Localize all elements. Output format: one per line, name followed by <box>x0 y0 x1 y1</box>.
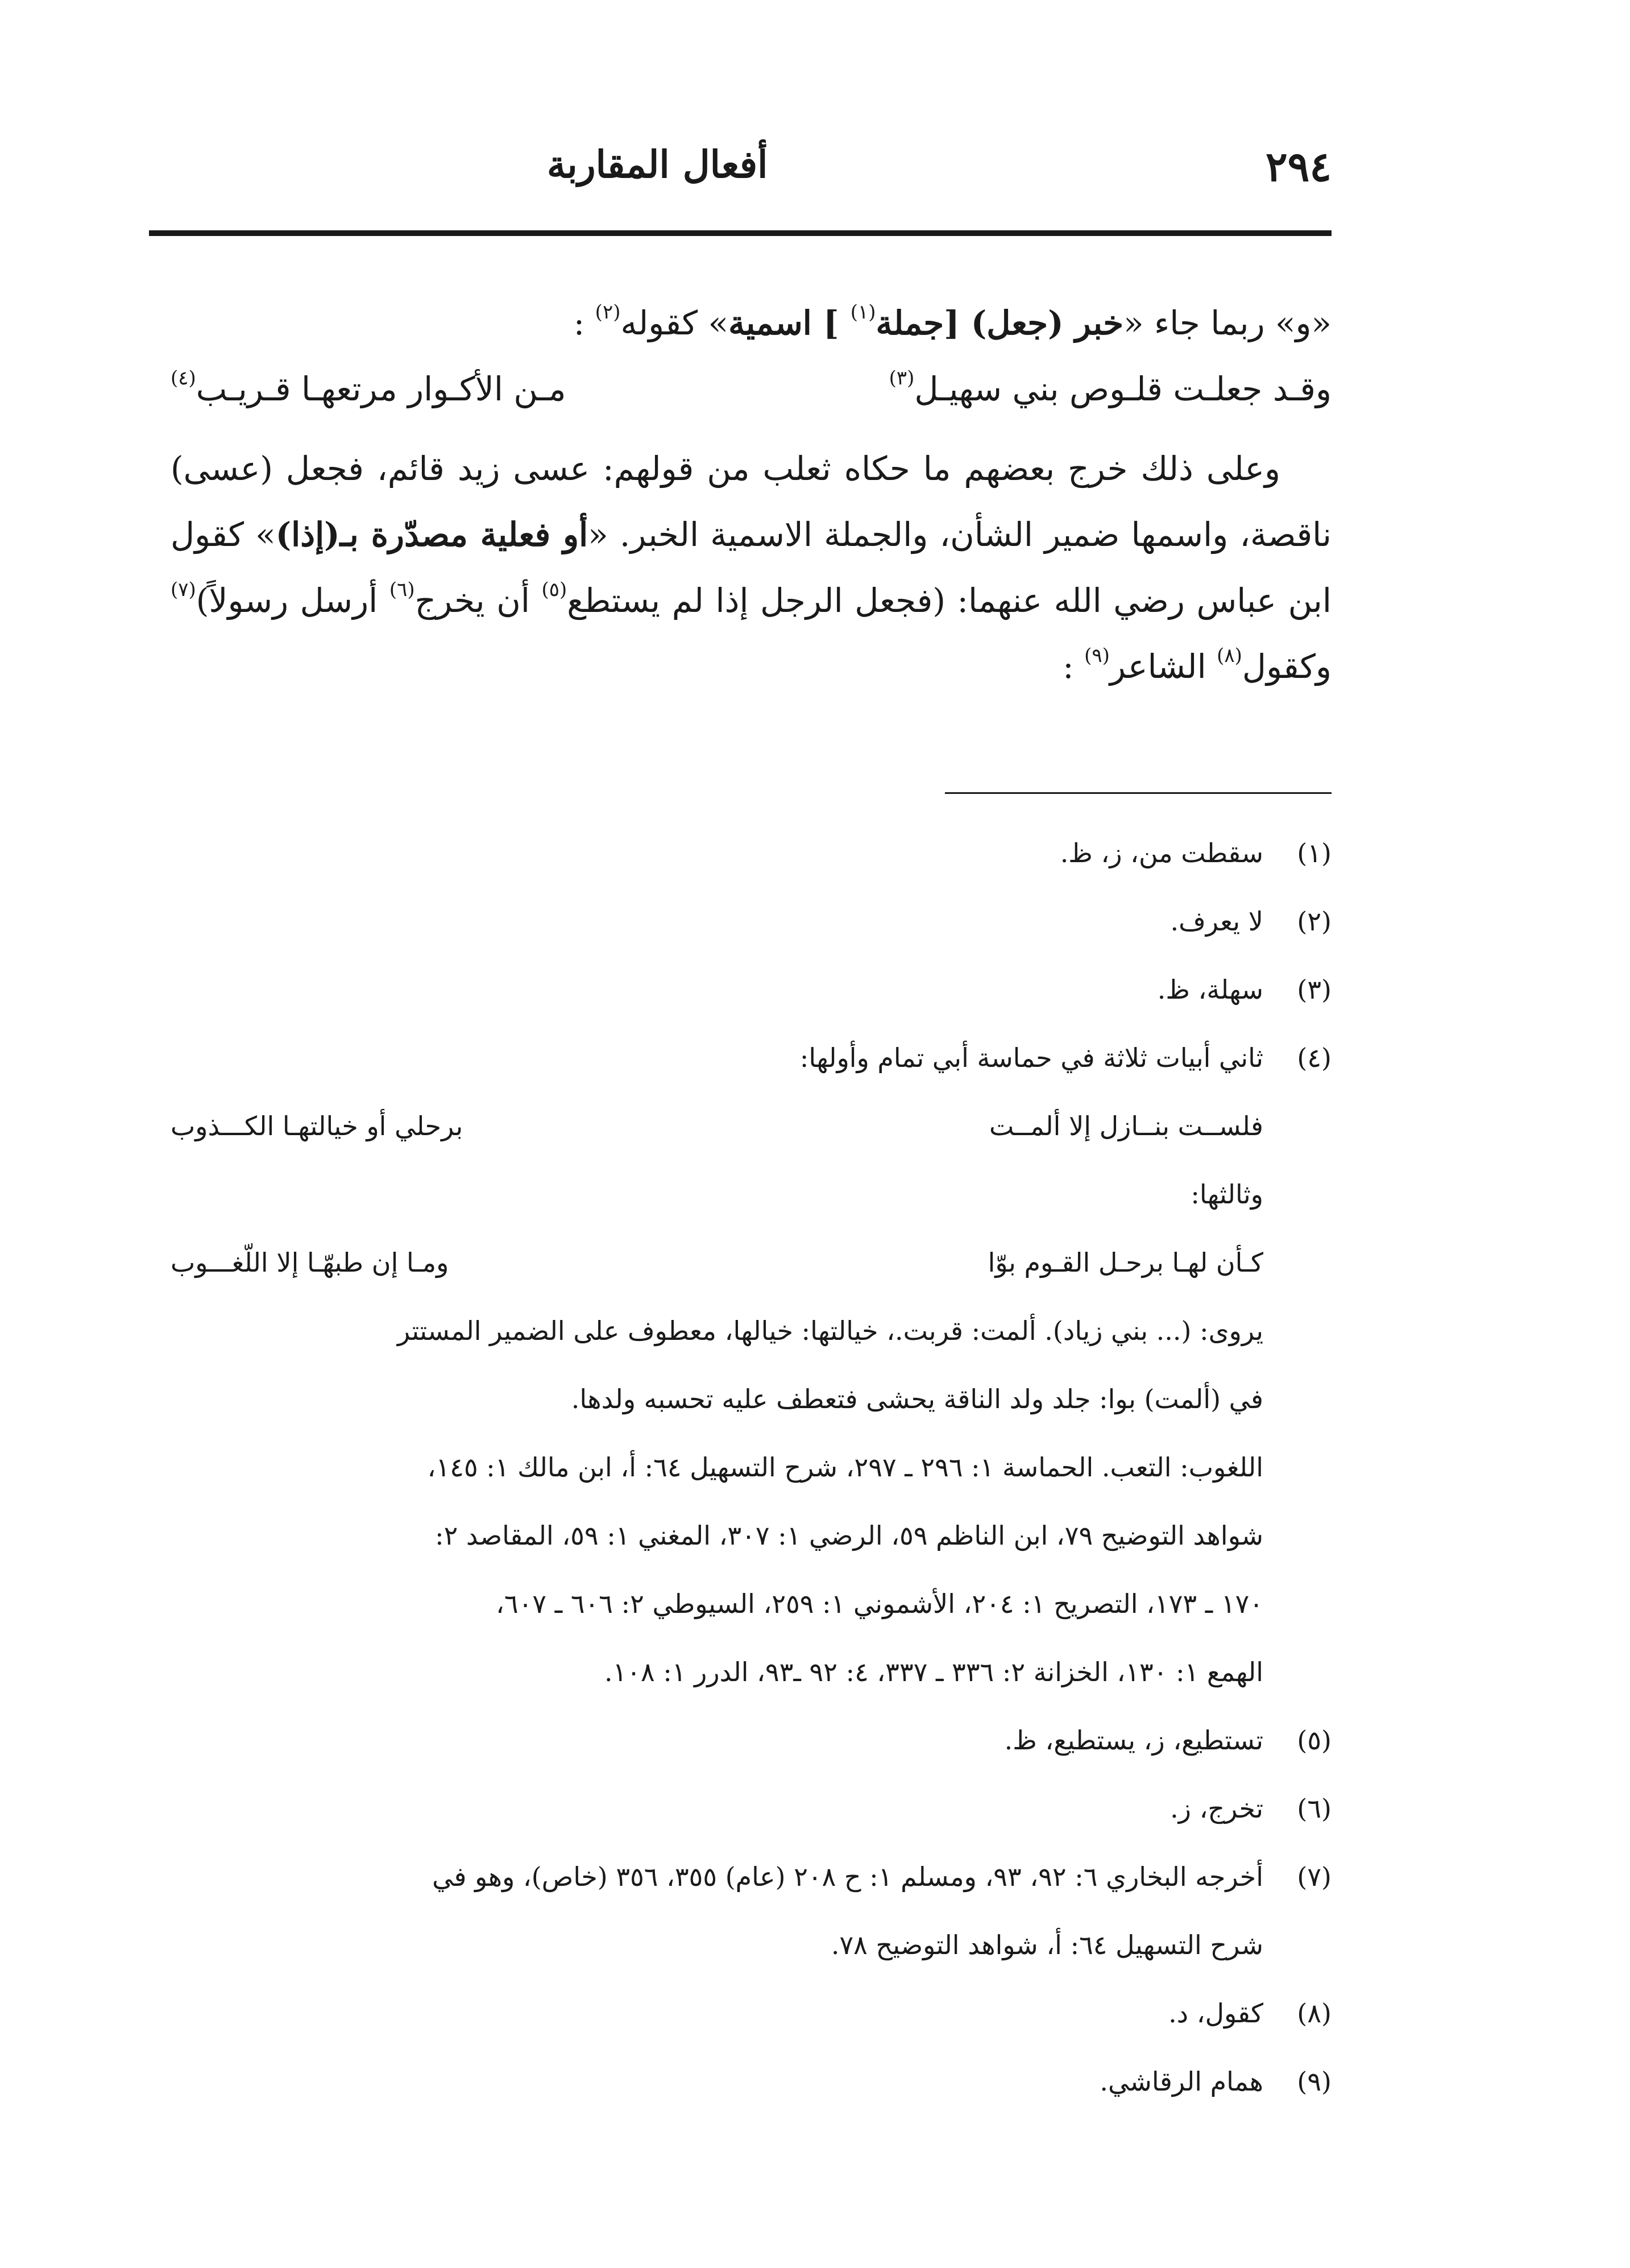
verse-1-a-text: وقـد جعلـت قلـوص بني سهيـل <box>914 370 1332 408</box>
verse-hemistich: كـأن لهـا برحـل القـوم بوّا <box>988 1247 1263 1278</box>
footnote-number: (٩) <box>1297 2066 1332 2097</box>
footnote-ref-5: (٥) <box>541 578 567 601</box>
verse-1 <box>171 356 1332 422</box>
page-header <box>149 131 1332 205</box>
footnote-number: (٣) <box>1297 974 1332 1005</box>
verse-1-first-hemistich <box>889 356 1332 422</box>
para2-text-e: وكقول <box>1242 647 1332 686</box>
footnote-text: تخرج، ز. <box>1170 1793 1263 1824</box>
para1-text-b: » كقوله <box>620 304 729 342</box>
footnote-text: ثاني أبيات ثلاثة في حماسة أبي تمام وأولها: <box>799 1042 1263 1073</box>
footnote-text: لا يعرف. <box>1170 906 1263 937</box>
footnote-ref-1: (١) <box>850 301 876 324</box>
footnote-number: (٨) <box>1297 1998 1332 2029</box>
footnote-4 <box>171 1024 1332 1706</box>
footnote-6 <box>171 1774 1332 1843</box>
footnote-ref-6: (٦) <box>389 578 415 601</box>
para2-text-c: أن يخرج <box>414 581 542 620</box>
footnote-ref-9: (٩) <box>1084 644 1110 667</box>
footnote-4-verse-2 <box>171 1228 1332 1297</box>
main-text <box>171 290 1332 700</box>
footnote-text: كقول، د. <box>1168 1998 1263 2029</box>
verse-hemistich: برحلي أو خيالتهـا الكـــذوب <box>171 1111 463 1141</box>
verse-1-b-text: مـن الأكـوار مرتعهـا قـريـب <box>196 370 566 408</box>
para1-text-a: «و» ربما جاء « <box>1123 304 1332 342</box>
footnote-4-line: في (ألمت) بوا: جلد ولد الناقة يحشى فتعطف عليه تحسبه ولدها. <box>571 1384 1263 1414</box>
para1-text-c: : <box>573 304 595 342</box>
para2-bold: أو فعلية مصدّرة بـ(إذا) <box>275 515 588 554</box>
footnote-3 <box>171 955 1332 1024</box>
paragraph-1 <box>171 290 1332 356</box>
footnote-number: (٧) <box>1297 1861 1332 1892</box>
footnote-5 <box>171 1706 1332 1774</box>
footnote-4-line: شواهد التوضيح ٧٩، ابن الناظم ٥٩، الرضي ١: ٣٠٧، المغني ١: ٥٩، المقاصد ٢: <box>435 1520 1263 1551</box>
para2-text-d: أرسل رسولاً) <box>196 581 389 620</box>
paragraph-2 <box>171 436 1332 700</box>
para2-text-b: » كقول ابن عباس رضي الله عنهما: (فجعل الرجل إذا لم يستطع <box>171 515 1332 620</box>
footnote-ref-7: (٧) <box>171 578 196 601</box>
footnote-4-line: ١٧٠ ـ ١٧٣، التصريح ١: ٢٠٤، الأشموني ١: ٢٥٩، السيوطي ٢: ٦٠٦ ـ ٦٠٧، <box>496 1588 1263 1619</box>
footnote-ref-8: (٨) <box>1217 644 1242 667</box>
footnote-7 <box>171 1843 1332 1979</box>
page-number: ٢٩٤ <box>1265 142 1332 191</box>
footnote-ref-4: (٤) <box>171 367 196 390</box>
footnote-4-line: يروى: (... بني زياد). ألمت: قربت.، خيالتها: خيالها، معطوف على الضمير المستتر <box>397 1315 1263 1346</box>
footnote-4-head <box>171 1024 1332 1092</box>
footnote-text: تستطيع، ز، يستطيع، ظ. <box>1004 1725 1263 1756</box>
footnote-text: أخرجه البخاري ٦: ٩٢، ٩٣، ومسلم ١: ح ٢٠٨ (عام) ٣٥٥، ٣٥٦ (خاص)، وهو في <box>432 1861 1263 1892</box>
footnotes <box>171 819 1332 2116</box>
footnote-number: (٢) <box>1297 906 1332 937</box>
verse-1-second-hemistich <box>171 356 566 422</box>
footnote-ref-3: (٣) <box>889 367 915 390</box>
footnote-text: سهلة، ظ. <box>1157 974 1263 1005</box>
para1-bold-b: ] اسمية <box>728 304 851 342</box>
footnote-7-head <box>171 1843 1332 1911</box>
footnote-2 <box>171 887 1332 955</box>
footnote-number: (٤) <box>1297 1042 1332 1073</box>
para2-text-g: : <box>1063 647 1085 686</box>
footnote-number: (١) <box>1297 838 1332 868</box>
footnote-1 <box>171 819 1332 887</box>
footnote-ref-2: (٢) <box>595 301 621 324</box>
para2-text-a: وعلى ذلك خرج بعضهم ما حكاه ثعلب من قولهم: عسى زيد قائم، فجعل (عسى) ناقصة، واسمها ضمير الشأن، والجملة الاسمية الخبر. « <box>171 449 1332 554</box>
para2-text-f: الشاعر <box>1109 647 1217 686</box>
para1-bold-a: خبر (جعل) [جملة <box>876 304 1124 342</box>
verse-hemistich: ومـا إن طبهّـا إلا اللّغـــوب <box>171 1247 449 1278</box>
footnote-text: سقطت من، ز، ظ. <box>1060 838 1263 868</box>
footnote-number: (٥) <box>1297 1725 1332 1756</box>
footnote-7-continuation: شرح التسهيل ٦٤: أ، شواهد التوضيح ٧٨. <box>831 1930 1263 1960</box>
running-title: أفعال المقاربة <box>547 142 768 187</box>
footnote-4-line: اللغوب: التعب. الحماسة ١: ٢٩٦ ـ ٢٩٧، شرح التسهيل ٦٤: أ، ابن مالك ١: ١٤٥، <box>427 1452 1263 1483</box>
header-rule <box>149 230 1332 236</box>
footnote-text: همام الرقاشي. <box>1100 2066 1263 2097</box>
footnote-separator <box>945 792 1332 794</box>
footnote-9 <box>171 2047 1332 2116</box>
footnote-4-third-label: وثالثها: <box>1191 1179 1263 1210</box>
verse-hemistich: فلســت بنــازل إلا ألمــت <box>989 1111 1263 1141</box>
footnote-8 <box>171 1979 1332 2047</box>
footnote-4-verse-1 <box>171 1092 1332 1160</box>
footnote-4-line: الهمع ١: ١٣٠، الخزانة ٢: ٣٣٦ ـ ٣٣٧، ٤: ٩٢ ـ٩٣، الدرر ١: ١٠٨. <box>604 1657 1263 1687</box>
footnote-number: (٦) <box>1297 1793 1332 1824</box>
